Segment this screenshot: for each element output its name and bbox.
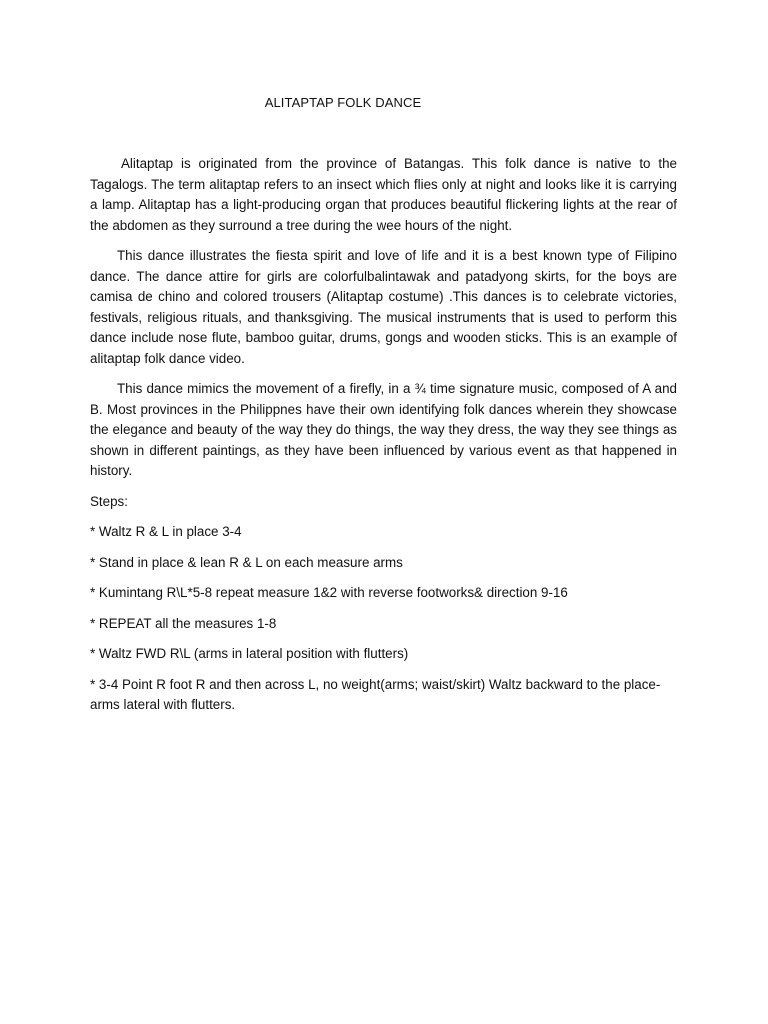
- step-item: * 3-4 Point R foot R and then across L, no weight(arms; waist/skirt) Waltz backward to the place- arms lateral with flutters.: [90, 676, 661, 712]
- step-item: * Waltz R & L in place 3-4: [90, 524, 242, 539]
- step-item: * Waltz FWD R\L (arms in lateral position with flutters): [90, 646, 409, 661]
- step-item: * Stand in place & lean R & L on each measure arms: [90, 554, 403, 570]
- document-body: [90, 154, 677, 726]
- paragraph-attire: This dance illustrates the fiesta spirit and love of life and it is a best known type of Filipino dance. The dance attire for girls are colorfulbalintawak and patadyong skirts, for the boys are camisa de chino and colored trousers (Alitaptap costume) .This dances is to celebrate victories, festivals, religious rituals, and thanksgiving. The musical instruments that is used to perform this dance include nose flute, bamboo guitar, drums, gongs and wooden sticks. This is an example of alitaptap folk dance video.: [90, 248, 677, 366]
- document-title: ALITAPTAP FOLK DANCE: [264, 95, 422, 110]
- steps-label: Steps:: [90, 493, 128, 509]
- paragraph-origin: Alitaptap is originated from the province of Batangas. This folk dance is native to the Tagalogs. The term alitaptap refers to an insect which flies only at night and looks like it is carrying a lamp. Alitaptap has a light-producing organ that produces beautiful flickering lights at the rear of the abdomen as they surround a tree during the wee hours of the night.: [90, 156, 677, 233]
- step-item: * Kumintang R\L*5-8 repeat measure 1&2 with reverse footworks& direction 9-16: [90, 585, 568, 600]
- paragraph-movement: This dance mimics the movement of a firefly, in a ¾ time signature music, composed of A and B. Most provinces in the Philippnes have their own identifying folk dances wherein they showcase the elegance and beauty of the way they do things, the way they dress, the way they see things as shown in different paintings, as they have been influenced by various event as that happened in history.: [90, 381, 677, 478]
- step-item: * REPEAT all the measures 1-8: [90, 615, 277, 631]
